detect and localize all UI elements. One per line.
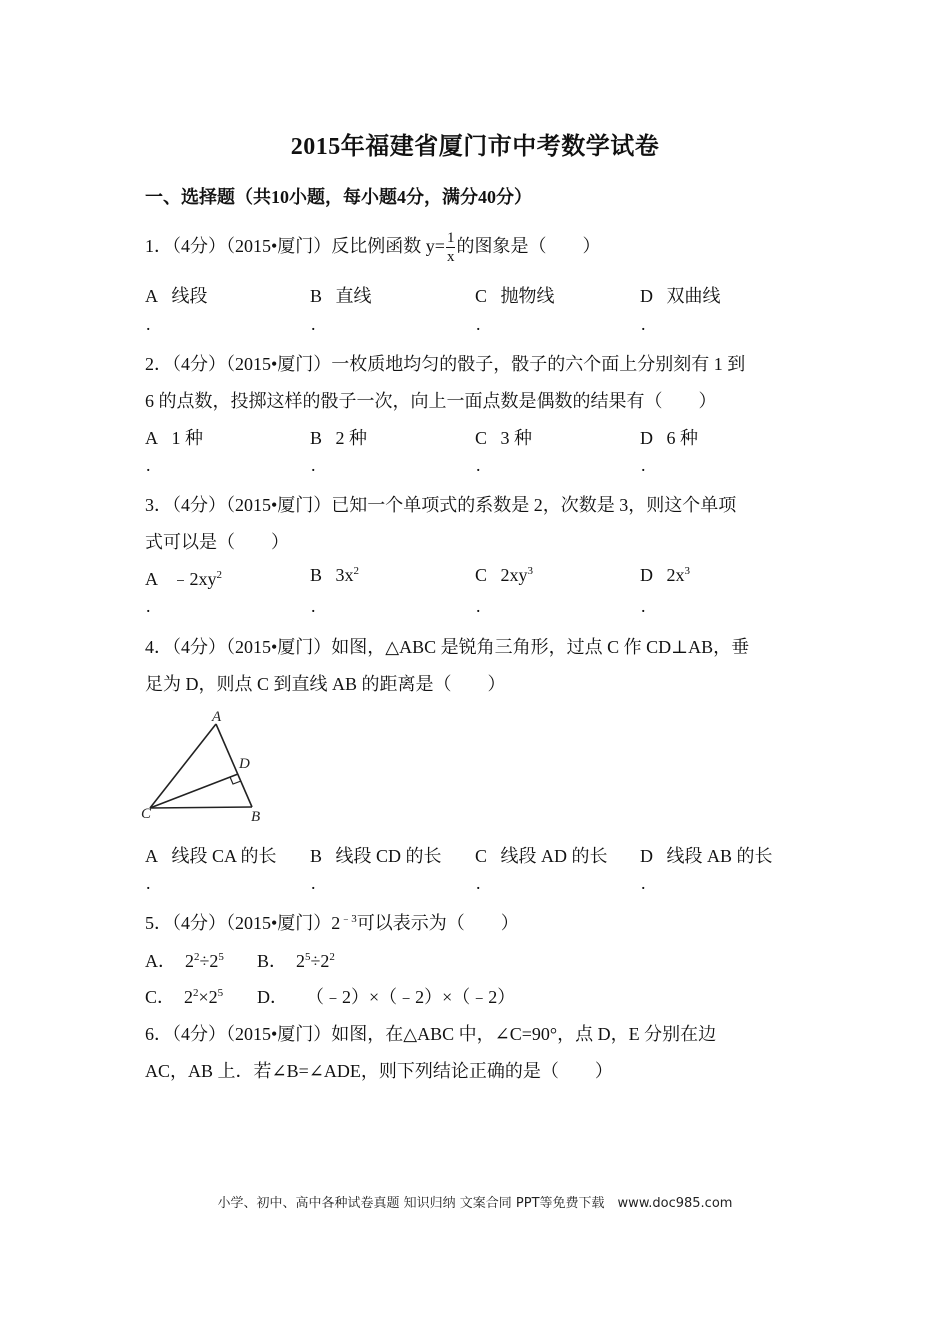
question-5-suffix: 可以表示为（ ） [356,913,519,933]
option-text: 1 种 [171,428,203,448]
option-a [145,282,208,308]
question-3-line-2: 式可以是（ ） [145,532,289,552]
exponent: 3 [527,565,534,577]
option-text: 2xy [500,565,528,585]
option-dot: . [641,873,646,893]
option-text: 线段 AD 的长 [500,846,608,866]
option-d [257,983,515,1009]
base: 2 [209,951,219,971]
option-letter: C． [145,987,176,1007]
option-letter: C [475,428,488,448]
exponent: 2 [353,565,360,577]
label-b: B [251,809,261,825]
option-letter: C [475,565,488,585]
option-b [310,565,359,586]
question-3-line-1: 3．（4分）（2015•厦门）已知一个单项式的系数是 2，次数是 3，则这个单项 [145,495,737,515]
operator: ÷ [310,951,321,971]
exponent: 2 [329,951,335,963]
option-dot: . [641,455,646,475]
exponent: 5 [218,951,224,963]
question-5 [145,909,519,935]
option-a [145,842,277,868]
option-d [640,565,690,586]
question-1-suffix: 的图象是（ ） [456,236,601,257]
question-1-prefix: 1．（4分）（2015•厦门）反比例函数 y= [145,236,445,257]
option-text: 2x [666,565,685,585]
option-letter: D [640,428,653,448]
option-text: 线段 [171,286,208,306]
option-letter: D [640,286,653,306]
question-4-line-1: 4．（4分）（2015•厦门）如图，△ABC 是锐角三角形，过点 C 作 CD⊥AB，垂 [145,637,750,657]
page-footer: 小学、初中、高中各种试卷真题 知识归纳 文案合同 PPT等免费下载 www.doc985.com [217,1196,733,1211]
option-dot: . [146,455,151,475]
fraction-denominator: x [446,249,455,265]
option-dot: . [641,596,646,616]
option-text: 6 种 [666,428,698,448]
option-dot: . [476,873,481,893]
option-a [145,565,222,591]
option-text: 3 种 [500,428,533,448]
base: 2 [208,987,218,1007]
option-letter: D [640,846,653,866]
option-b [257,947,335,973]
option-letter: D． [257,987,288,1007]
question-4-line-2: 足为 D，则点 C 到直线 AB 的距离是（ ） [145,674,506,694]
question-2-line-1: 2．（4分）（2015•厦门）一枚质地均匀的骰子，骰子的六个面上分别刻有 1 到 [145,354,746,374]
option-d [640,842,773,868]
option-b [310,282,372,308]
option-text: 抛物线 [500,286,555,306]
option-text: 线段 CD 的长 [335,846,442,866]
option-a [145,424,203,450]
question-5-prefix: 5．（4分）（2015•厦门）2 [145,913,341,933]
option-dot: . [146,596,151,616]
option-letter: A． [145,951,176,971]
exponent: 5 [217,987,224,999]
option-dot: . [476,596,481,616]
option-dot: . [311,596,316,616]
option-letter: D [640,565,653,585]
option-c [475,842,608,868]
option-letter: A [145,569,158,589]
option-letter: A [145,428,158,448]
option-letter: C [475,286,488,306]
exponent: 2 [194,951,200,963]
base: 2 [320,951,330,971]
question-1 [145,231,600,265]
exponent: 2 [193,987,199,999]
option-letter: A [145,286,158,306]
side-cb [150,807,252,808]
operator: × [198,987,209,1007]
option-letter: C [475,846,488,866]
option-text: 线段 AB 的长 [666,846,773,866]
label-a: A [212,709,222,725]
question-6-line-1: 6．（4分）（2015•厦门）如图，在△ABC 中，∠C=90°，点 D，E 分别在边 [145,1024,717,1044]
option-dot: . [311,873,316,893]
section-heading: 一、选择题（共10小题，每小题4分，满分40分） [145,187,532,207]
option-letter: B． [257,951,288,971]
option-c [475,424,532,450]
question-6-line-2: AC，AB 上．若∠B=∠ADE，则下列结论正确的是（ ） [145,1061,613,1081]
option-text: 线段 CA 的长 [171,846,277,866]
exponent: ﹣3 [340,913,357,925]
fraction [446,231,456,265]
label-d: D [239,756,250,772]
option-dot: . [311,455,316,475]
exponent: 3 [684,565,690,577]
option-letter: B [310,565,323,585]
option-c [475,282,555,308]
base: 2 [184,987,194,1007]
option-dot: . [476,455,481,475]
label-c: C [141,806,152,822]
triangle-figure [135,705,275,830]
question-2-line-2: 6 的点数，投掷这样的骰子一次，向上一面点数是偶数的结果有（ ） [145,391,717,411]
option-letter: B [310,846,323,866]
option-letter: B [310,428,323,448]
page-title: 2015年福建省厦门市中考数学试卷 [290,134,660,160]
option-letter: B [310,286,323,306]
option-dot: . [146,873,151,893]
option-d [640,424,698,450]
exponent: 5 [305,951,311,963]
option-text: （﹣2）×（﹣2）×（﹣2） [306,987,516,1007]
option-dot: . [311,314,316,334]
fraction-numerator: 1 [446,230,455,246]
option-a [145,947,224,973]
option-text: 直线 [335,286,372,306]
option-d [640,282,721,308]
option-c [475,565,533,586]
base: 2 [296,951,306,971]
option-text: 双曲线 [666,286,721,306]
option-dot: . [641,314,646,334]
exponent: 2 [216,569,222,581]
option-letter: A [145,846,158,866]
option-text: ﹣2xy [171,569,217,589]
base: 2 [185,951,194,971]
option-text: 2 种 [335,428,368,448]
operator: ÷ [199,951,210,971]
option-b [310,842,442,868]
option-dot: . [476,314,481,334]
option-b [310,424,367,450]
option-c [145,983,223,1009]
option-dot: . [146,314,151,334]
option-text: 3x [335,565,354,585]
